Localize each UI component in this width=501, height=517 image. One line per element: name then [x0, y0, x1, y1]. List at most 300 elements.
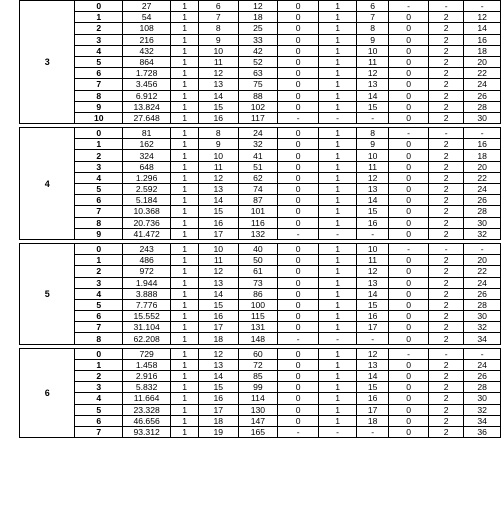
table-cell: - [389, 128, 429, 139]
table-row [20, 90, 501, 101]
table-cell: 22 [464, 266, 501, 277]
table-cell: 63 [238, 68, 278, 79]
table-cell: 0 [389, 34, 429, 45]
table-cell: 87 [238, 195, 278, 206]
table-cell: 0 [278, 23, 319, 34]
table-cell: 1 [319, 348, 357, 359]
table-cell: 0 [278, 404, 319, 415]
table-cell: 1 [319, 217, 357, 228]
row-index-cell: 2 [75, 150, 123, 161]
table-cell: 20 [464, 56, 501, 67]
table-cell: 11 [199, 56, 238, 67]
table-cell: 1 [171, 128, 199, 139]
table-cell: 1 [319, 139, 357, 150]
table-row [20, 172, 501, 183]
table-cell: 10.368 [123, 206, 171, 217]
table-cell: 26 [464, 288, 501, 299]
table-cell: 1 [171, 150, 199, 161]
row-index-cell: 6 [75, 195, 123, 206]
table-cell: 8 [357, 23, 389, 34]
table-cell: 13 [357, 184, 389, 195]
table-cell: 0 [278, 299, 319, 310]
table-cell: 1 [171, 101, 199, 112]
table-cell: 1 [319, 172, 357, 183]
table-cell: 8 [357, 128, 389, 139]
group-label-cell: 3 [20, 1, 75, 124]
table-cell: 11 [199, 161, 238, 172]
table-cell: 13.824 [123, 101, 171, 112]
table-cell: 2 [429, 172, 464, 183]
table-cell: 2 [429, 68, 464, 79]
table-cell: 12 [464, 12, 501, 23]
table-cell: 27 [123, 1, 171, 12]
table-cell: - [319, 426, 357, 437]
table-cell: 1 [319, 45, 357, 56]
table-cell: 75 [238, 79, 278, 90]
table-cell: 1 [319, 150, 357, 161]
row-index-cell: 8 [75, 333, 123, 344]
table-cell: 1 [319, 299, 357, 310]
table-cell: 9 [357, 34, 389, 45]
table-cell: 11.664 [123, 393, 171, 404]
table-cell: 648 [123, 161, 171, 172]
table-row [20, 266, 501, 277]
table-cell: 14 [199, 90, 238, 101]
table-row [20, 322, 501, 333]
table-row [20, 150, 501, 161]
table-cell: 0 [389, 266, 429, 277]
table-cell: 14 [357, 371, 389, 382]
row-index-cell: 0 [75, 128, 123, 139]
table-cell: 1 [319, 12, 357, 23]
table-cell: - [429, 128, 464, 139]
table-cell: 85 [238, 371, 278, 382]
table-cell: 0 [278, 45, 319, 56]
table-cell: - [319, 228, 357, 239]
table-cell: - [464, 348, 501, 359]
table-cell: 0 [389, 172, 429, 183]
row-index-cell: 7 [75, 79, 123, 90]
table-cell: - [464, 128, 501, 139]
table-cell: 2 [429, 299, 464, 310]
table-cell: 3.456 [123, 79, 171, 90]
table-cell: 1 [319, 1, 357, 12]
table-cell: 1 [171, 195, 199, 206]
table-cell: 13 [199, 359, 238, 370]
table-cell: 1 [171, 79, 199, 90]
table-cell: 2 [429, 90, 464, 101]
table-cell: 14 [357, 90, 389, 101]
table-row [20, 382, 501, 393]
table-cell: - [278, 228, 319, 239]
table-cell: 2 [429, 311, 464, 322]
table-cell: 2 [429, 393, 464, 404]
table-cell: 1 [319, 79, 357, 90]
table-row [20, 393, 501, 404]
table-cell: 20.736 [123, 217, 171, 228]
table-cell: 5.184 [123, 195, 171, 206]
table-cell: 24 [464, 79, 501, 90]
table-cell: 0 [389, 150, 429, 161]
table-cell: 131 [238, 322, 278, 333]
table-cell: 1 [319, 68, 357, 79]
table-cell: 10 [199, 243, 238, 254]
table-cell: - [429, 1, 464, 12]
table-cell: 2.592 [123, 184, 171, 195]
table-cell: 0 [389, 288, 429, 299]
table-cell: 1.458 [123, 359, 171, 370]
row-index-cell: 2 [75, 371, 123, 382]
table-cell: 18 [464, 150, 501, 161]
table-cell: 62.208 [123, 333, 171, 344]
table-cell: 13 [199, 277, 238, 288]
table-cell: 0 [278, 34, 319, 45]
table-cell: 0 [278, 56, 319, 67]
table-cell: 10 [357, 45, 389, 56]
table-container [19, 0, 501, 438]
table-cell: 108 [123, 23, 171, 34]
table-row [20, 228, 501, 239]
table-cell: 1 [171, 311, 199, 322]
table-cell: 15 [357, 101, 389, 112]
table-cell: 81 [123, 128, 171, 139]
table-cell: 14 [357, 288, 389, 299]
table-cell: 0 [278, 79, 319, 90]
table-cell: 26 [464, 371, 501, 382]
table-cell: 0 [278, 277, 319, 288]
table-cell: 10 [199, 150, 238, 161]
table-cell: 32 [464, 228, 501, 239]
row-index-cell: 5 [75, 404, 123, 415]
row-index-cell: 9 [75, 228, 123, 239]
row-index-cell: 1 [75, 12, 123, 23]
table-cell: 2 [429, 266, 464, 277]
table-cell: 12 [357, 68, 389, 79]
table-row [20, 415, 501, 426]
row-index-cell: 4 [75, 172, 123, 183]
table-cell: 0 [278, 288, 319, 299]
table-cell: 729 [123, 348, 171, 359]
table-row [20, 311, 501, 322]
table-cell: - [389, 1, 429, 12]
table-cell: 2 [429, 56, 464, 67]
table-cell: 24 [464, 277, 501, 288]
row-index-cell: 1 [75, 359, 123, 370]
row-index-cell: 8 [75, 90, 123, 101]
table-cell: 10 [357, 150, 389, 161]
table-cell: 1 [319, 277, 357, 288]
table-body [20, 1, 501, 438]
row-index-cell: 2 [75, 266, 123, 277]
table-cell: - [464, 1, 501, 12]
table-cell: 13 [357, 359, 389, 370]
table-cell: 1 [319, 56, 357, 67]
group-label-cell: 4 [20, 128, 75, 240]
table-cell: 16 [199, 112, 238, 123]
table-cell: 1 [319, 311, 357, 322]
table-cell: 1 [319, 382, 357, 393]
table-cell: 22 [464, 68, 501, 79]
table-cell: 1.728 [123, 68, 171, 79]
table-cell: - [278, 333, 319, 344]
row-index-cell: 3 [75, 34, 123, 45]
table-cell: 102 [238, 101, 278, 112]
table-cell: 0 [278, 359, 319, 370]
table-cell: 51 [238, 161, 278, 172]
table-cell: 1 [319, 393, 357, 404]
row-index-cell: 3 [75, 161, 123, 172]
table-cell: 40 [238, 243, 278, 254]
table-cell: 15 [199, 299, 238, 310]
table-cell: 15 [199, 382, 238, 393]
table-row [20, 101, 501, 112]
table-cell: 2 [429, 150, 464, 161]
table-cell: 1 [319, 101, 357, 112]
table-cell: 16 [357, 393, 389, 404]
table-cell: 16 [199, 217, 238, 228]
table-row [20, 184, 501, 195]
table-cell: 17 [357, 404, 389, 415]
table-cell: 18 [464, 45, 501, 56]
table-cell: 432 [123, 45, 171, 56]
table-cell: 0 [278, 195, 319, 206]
row-index-cell: 10 [75, 112, 123, 123]
table-cell: 15 [199, 206, 238, 217]
table-cell: 0 [389, 184, 429, 195]
table-cell: 2 [429, 195, 464, 206]
table-cell: 52 [238, 56, 278, 67]
table-cell: 1 [171, 277, 199, 288]
table-cell: 32 [464, 404, 501, 415]
row-index-cell: 8 [75, 217, 123, 228]
group-label-cell: 5 [20, 243, 75, 344]
group-label-cell: 6 [20, 348, 75, 438]
table-cell: 486 [123, 255, 171, 266]
table-cell: 2 [429, 426, 464, 437]
table-cell: 1 [171, 112, 199, 123]
table-cell: 60 [238, 348, 278, 359]
table-cell: 0 [389, 90, 429, 101]
table-cell: 0 [389, 299, 429, 310]
table-cell: 165 [238, 426, 278, 437]
table-cell: - [278, 426, 319, 437]
table-cell: 1 [171, 23, 199, 34]
table-cell: 972 [123, 266, 171, 277]
table-cell: 0 [389, 45, 429, 56]
table-cell: 0 [278, 161, 319, 172]
table-cell: 0 [278, 382, 319, 393]
table-cell: 1 [319, 288, 357, 299]
table-row [20, 12, 501, 23]
table-row [20, 128, 501, 139]
table-cell: 0 [389, 139, 429, 150]
table-cell: 117 [238, 112, 278, 123]
table-cell: 1 [171, 299, 199, 310]
table-cell: 0 [278, 172, 319, 183]
table-cell: 30 [464, 112, 501, 123]
table-cell: 1 [319, 23, 357, 34]
row-index-cell: 4 [75, 45, 123, 56]
table-cell: 2 [429, 288, 464, 299]
row-index-cell: 0 [75, 348, 123, 359]
table-cell: 41 [238, 150, 278, 161]
table-cell: - [357, 426, 389, 437]
table-cell: 16 [199, 311, 238, 322]
table-cell: 15 [357, 299, 389, 310]
table-cell: 12 [238, 1, 278, 12]
table-cell: 46.656 [123, 415, 171, 426]
table-cell: 2 [429, 217, 464, 228]
row-index-cell: 4 [75, 393, 123, 404]
table-cell: 12 [199, 348, 238, 359]
table-cell: 12 [199, 266, 238, 277]
table-cell: 0 [278, 255, 319, 266]
table-cell: 17 [199, 322, 238, 333]
table-cell: 0 [389, 12, 429, 23]
table-row [20, 79, 501, 90]
table-cell: 14 [199, 371, 238, 382]
table-cell: 26 [464, 90, 501, 101]
table-cell: 19 [199, 426, 238, 437]
table-cell: 2 [429, 333, 464, 344]
table-cell: 28 [464, 206, 501, 217]
table-cell: 7.776 [123, 299, 171, 310]
table-cell: 1 [171, 172, 199, 183]
table-cell: 1 [319, 359, 357, 370]
table-cell: 11 [199, 255, 238, 266]
table-cell: 16 [464, 34, 501, 45]
table-cell: 0 [389, 359, 429, 370]
table-cell: 2 [429, 371, 464, 382]
table-cell: 1 [171, 404, 199, 415]
table-cell: 1 [171, 217, 199, 228]
table-row [20, 299, 501, 310]
table-cell: 1 [319, 90, 357, 101]
table-cell: 0 [389, 404, 429, 415]
table-cell: 1 [319, 34, 357, 45]
table-row [20, 56, 501, 67]
table-cell: 8 [199, 23, 238, 34]
table-cell: 0 [389, 79, 429, 90]
table-row [20, 348, 501, 359]
table-cell: 0 [278, 217, 319, 228]
table-cell: 34 [464, 415, 501, 426]
table-cell: 1 [171, 56, 199, 67]
table-cell: 2 [429, 277, 464, 288]
row-index-cell: 3 [75, 382, 123, 393]
table-row [20, 426, 501, 437]
table-cell: 72 [238, 359, 278, 370]
table-cell: 0 [278, 1, 319, 12]
table-cell: 2.916 [123, 371, 171, 382]
table-cell: 11 [357, 161, 389, 172]
table-cell: 15.552 [123, 311, 171, 322]
data-table [19, 0, 501, 438]
table-cell: 0 [389, 68, 429, 79]
row-index-cell: 4 [75, 288, 123, 299]
table-cell: 54 [123, 12, 171, 23]
table-cell: 100 [238, 299, 278, 310]
table-cell: 1 [171, 243, 199, 254]
table-cell: 17 [199, 228, 238, 239]
table-cell: 9 [357, 139, 389, 150]
table-cell: 86 [238, 288, 278, 299]
table-cell: 1 [171, 34, 199, 45]
table-cell: 30 [464, 393, 501, 404]
table-cell: 0 [389, 426, 429, 437]
table-cell: 1 [319, 161, 357, 172]
table-row [20, 255, 501, 266]
table-cell: 1 [171, 266, 199, 277]
table-cell: 36 [464, 426, 501, 437]
table-cell: 0 [278, 68, 319, 79]
table-row [20, 404, 501, 415]
table-cell: 20 [464, 161, 501, 172]
table-cell: 11 [357, 255, 389, 266]
table-cell: 0 [389, 311, 429, 322]
row-index-cell: 7 [75, 322, 123, 333]
table-cell: 0 [389, 382, 429, 393]
table-row [20, 45, 501, 56]
table-cell: 0 [278, 12, 319, 23]
table-cell: 16 [199, 393, 238, 404]
table-cell: 0 [278, 322, 319, 333]
table-cell: 10 [199, 45, 238, 56]
table-cell: 1 [171, 161, 199, 172]
table-row [20, 359, 501, 370]
table-cell: 1 [171, 393, 199, 404]
table-cell: 2 [429, 228, 464, 239]
table-cell: 101 [238, 206, 278, 217]
table-cell: 0 [389, 255, 429, 266]
table-cell: 28 [464, 382, 501, 393]
table-cell: 1 [171, 255, 199, 266]
table-cell: - [464, 243, 501, 254]
table-cell: 6 [199, 1, 238, 12]
table-cell: 73 [238, 277, 278, 288]
table-cell: 0 [389, 322, 429, 333]
table-cell: 115 [238, 311, 278, 322]
table-cell: 147 [238, 415, 278, 426]
table-cell: 22 [464, 172, 501, 183]
table-cell: - [319, 333, 357, 344]
table-cell: 0 [389, 371, 429, 382]
table-cell: 5.832 [123, 382, 171, 393]
table-cell: 2 [429, 255, 464, 266]
table-cell: 1 [171, 322, 199, 333]
table-cell: 1 [171, 371, 199, 382]
table-cell: 0 [389, 206, 429, 217]
table-cell: 2 [429, 322, 464, 333]
table-cell: 2 [429, 206, 464, 217]
table-cell: 0 [389, 333, 429, 344]
table-cell: 116 [238, 217, 278, 228]
table-row [20, 288, 501, 299]
table-cell: 9 [199, 139, 238, 150]
table-cell: 17 [357, 322, 389, 333]
table-cell: 0 [278, 415, 319, 426]
table-cell: 2 [429, 382, 464, 393]
table-cell: 16 [357, 311, 389, 322]
table-cell: 62 [238, 172, 278, 183]
table-cell: 13 [357, 277, 389, 288]
row-index-cell: 3 [75, 277, 123, 288]
table-cell: 17 [199, 404, 238, 415]
table-cell: 1 [171, 348, 199, 359]
table-cell: 0 [389, 277, 429, 288]
table-cell: 13 [199, 184, 238, 195]
table-row [20, 112, 501, 123]
